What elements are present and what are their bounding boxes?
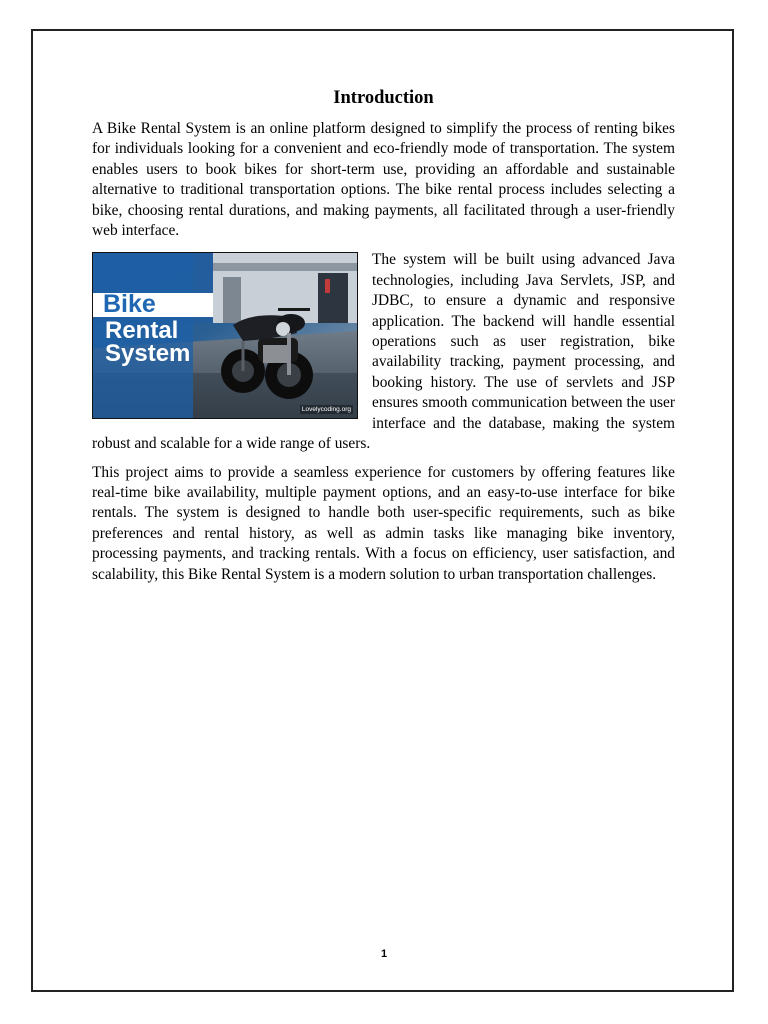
- document-body: [92, 86, 675, 585]
- paragraph-project-aims: This project aims to provide a seamless experience for customers by offering features like real-time bike availability, multiple payment options, and an easy-to-use interface for bike rentals. The system is designed to handle both user-specific requirements, such as bike preferences and rental history, as well as admin tasks like managing bike inventory, processing payments, and tracking rentals. With a focus on efficiency, user satisfaction, and scalability, this Bike Rental System is a modern solution to urban transportation challenges.: [92, 463, 675, 583]
- page-title: Introduction: [333, 88, 434, 108]
- paragraph-technology: The system will be built using advanced Java technologies, including Java Servlets, JSP, and JDBC, to ensure a dynamic and responsive application. The backend will handle essential operations such as user registration, bike availability tracking, payment processing, and booking history. The use of servlets and JSP ensures smooth communication between the user interface and the database, making the system robust and scalable for a wide range of users.: [92, 251, 675, 453]
- figure-line-3: System: [105, 340, 191, 368]
- figure-watermark: Lovelycoding.org: [301, 406, 351, 414]
- paragraph-intro: A Bike Rental System is an online platform designed to simplify the process of renting bikes for individuals looking for a convenient and eco-friendly mode of transportation. The system enables users to book bikes for short-term use, providing an affordable and sustainable alternative to traditional transportation options. The bike rental process includes selecting a bike, choosing rental durations, and making payments, all facilitated through a user-friendly web interface.: [92, 120, 675, 240]
- figure-line-1: Bike: [103, 290, 156, 319]
- bike-rental-figure: [92, 252, 358, 419]
- page-number: 1: [380, 948, 388, 960]
- figure-line-2: Rental: [105, 317, 179, 345]
